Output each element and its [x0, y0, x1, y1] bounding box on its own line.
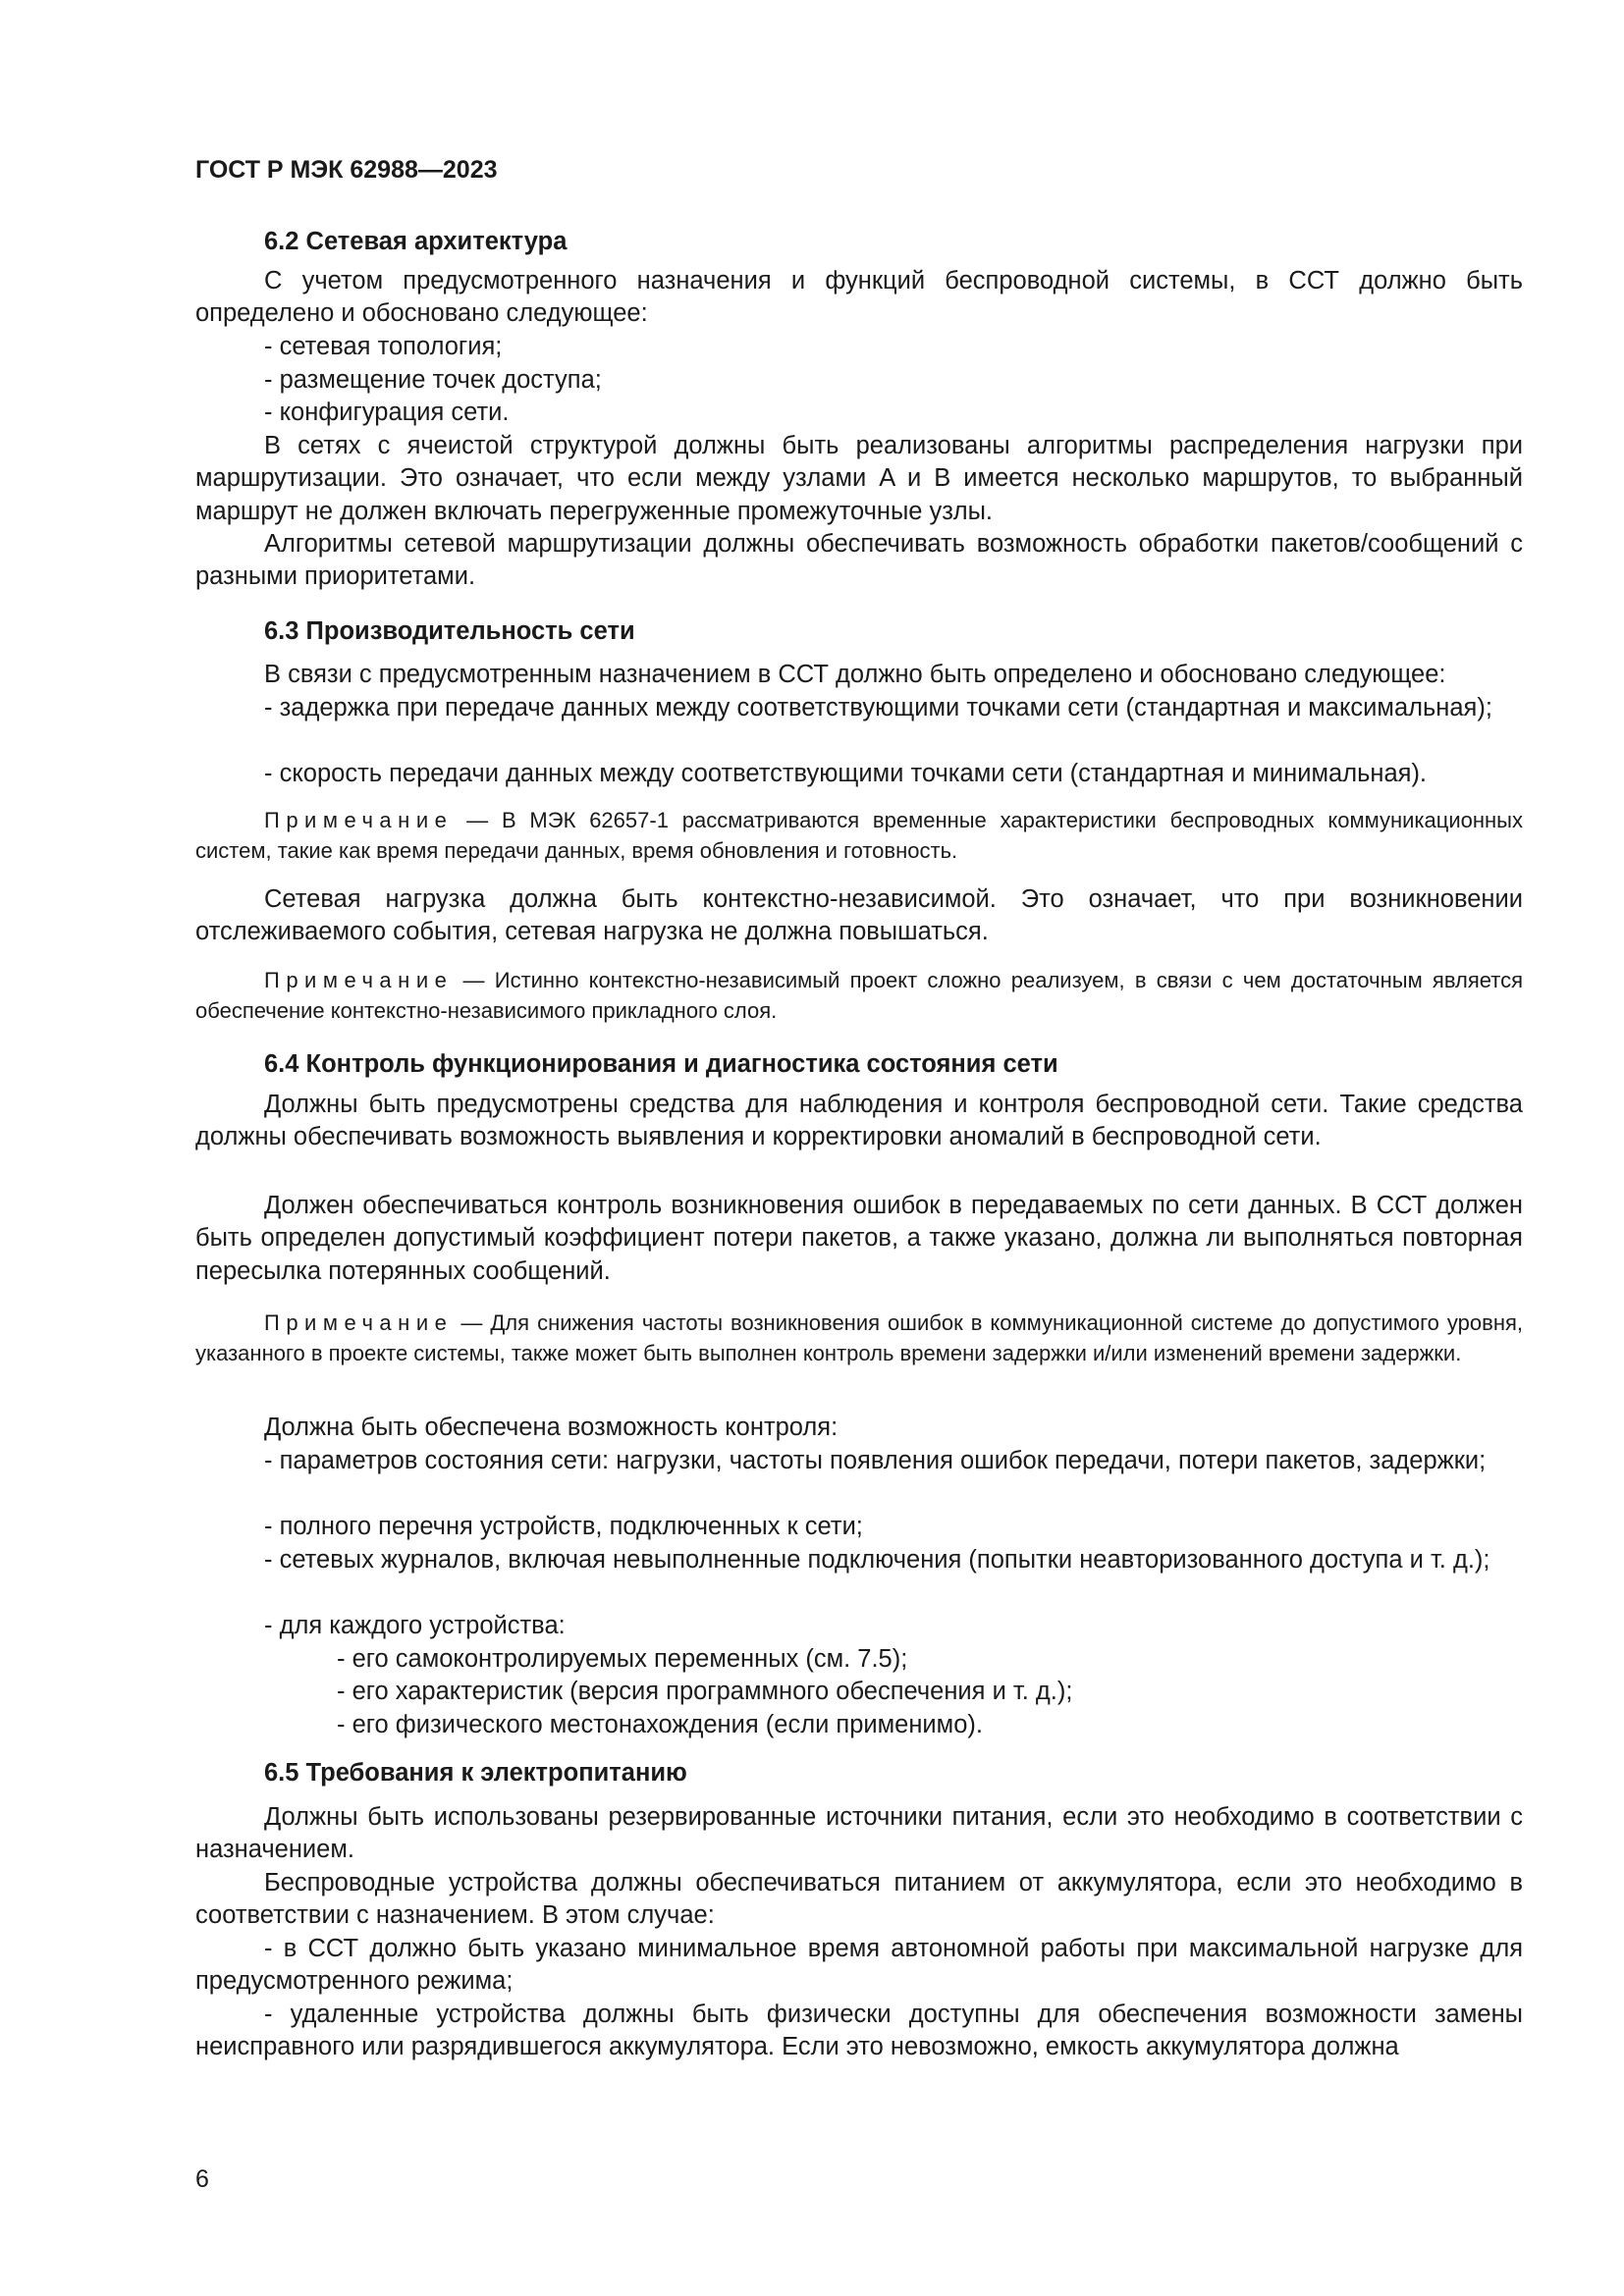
- paragraph: Должна быть обеспечена возможность контроля:: [264, 1414, 839, 1441]
- paragraph: Должен обеспечиваться контроль возникновения ошибок в передаваемых по сети данных. В ССТ должен быть определен допустимый коэффициент потери пакетов, а также указано, должна ли выполняться повторная пересылка потерянных сообщений.: [195, 1192, 1523, 1285]
- sub-list-item: - его физического местонахождения (если применимо).: [337, 1711, 983, 1738]
- paragraph: Беспроводные устройства должны обеспечиваться питанием от аккумулятора, если это необходимо в соответствии с назначением. В этом случае:: [195, 1869, 1523, 1930]
- list-item: - скорость передачи данных между соответствующими точками сети (стандартная и минимальная).: [264, 760, 1428, 787]
- paragraph: Должны быть предусмотрены средства для наблюдения и контроля беспроводной сети. Такие средства должны обеспечивать возможность выявления и корректировки аномалий в беспроводной сети.: [195, 1091, 1523, 1151]
- list-item: - размещение точек доступа;: [264, 366, 602, 394]
- list-item: - в ССТ должно быть указано минимальное время автономной работы при максимальной нагрузке для предусмотренного режима;: [195, 1935, 1523, 1996]
- note-label: Примечание: [264, 808, 454, 832]
- note: [195, 1308, 1523, 1368]
- paragraph: Должны быть использованы резервированные источники питания, если это необходимо в соответствии с назначением.: [195, 1803, 1523, 1864]
- note-text: — Для снижения частоты возникновения ошибок в коммуникационной системе до допустимого уровня, указанного в проекте системы, также может быть выполнен контроль времени задержки и/или изменений времени задержки.: [195, 1310, 1523, 1365]
- section-heading: 6.3 Производительность сети: [264, 617, 635, 645]
- list-item: - сетевая топология;: [264, 333, 503, 360]
- note-label: Примечание: [264, 968, 454, 992]
- section-heading: 6.4 Контроль функционирования и диагностика состояния сети: [264, 1050, 1058, 1078]
- paragraph: С учетом предусмотренного назначения и функций беспроводной системы, в ССТ должно быть определено и обосновано следующее:: [195, 267, 1523, 328]
- paragraph: Сетевая нагрузка должна быть контекстно-независимой. Это означает, что при возникновении отслеживаемого события, сетевая нагрузка не должна повышаться.: [195, 885, 1523, 946]
- page-number: 6: [195, 2165, 209, 2193]
- section-heading: 6.5 Требования к электропитанию: [264, 1759, 687, 1787]
- note-text: — Истинно контекстно-независимый проект сложно реализуем, в связи с чем достаточным является обеспечение контекстно-независимого прикладного слоя.: [195, 968, 1523, 1023]
- list-item: - конфигурация сети.: [264, 399, 510, 426]
- paragraph: Алгоритмы сетевой маршрутизации должны обеспечивать возможность обработки пакетов/сообщений с разными приоритетами.: [195, 530, 1523, 591]
- note-label: Примечание: [264, 1310, 454, 1335]
- list-item: - для каждого устройства:: [264, 1612, 566, 1639]
- list-item: - сетевых журналов, включая невыполненные подключения (попытки неавторизованного доступа и т. д.);: [264, 1546, 1490, 1574]
- list-item: - задержка при передаче данных между соответствующими точками сети (стандартная и максимальная);: [264, 694, 1492, 721]
- list-item: - полного перечня устройств, подключенных к сети;: [264, 1513, 863, 1540]
- document-header: ГОСТ Р МЭК 62988—2023: [195, 156, 498, 184]
- list-item: - удаленные устройства должны быть физически доступны для обеспечения возможности замены неисправного или разрядившегося аккумулятора. Если это невозможно, емкость аккумулятора должна: [195, 2001, 1523, 2061]
- sub-list-item: - его самоконтролируемых переменных (см. 7.5);: [337, 1645, 908, 1673]
- note: [195, 805, 1523, 866]
- paragraph: В связи с предусмотренным назначением в ССТ должно быть определено и обосновано следующее:: [264, 661, 1446, 688]
- section-heading: 6.2 Сетевая архитектура: [264, 228, 568, 255]
- note-text: — В МЭК 62657-1 рассматриваются временные характеристики беспроводных коммуникационных систем, такие как время передачи данных, время обновления и готовность.: [195, 808, 1523, 863]
- paragraph: В сетях с ячеистой структурой должны быть реализованы алгоритмы распределения нагрузки при маршрутизации. Это означает, что если между узлами A и B имеется несколько маршрутов, то выбранный маршрут не должен включать перегруженные промежуточные узлы.: [195, 432, 1523, 525]
- list-item: - параметров состояния сети: нагрузки, частоты появления ошибок передачи, потери пакетов, задержки;: [264, 1447, 1487, 1474]
- note: [195, 965, 1523, 1026]
- sub-list-item: - его характеристик (версия программного обеспечения и т. д.);: [337, 1678, 1073, 1705]
